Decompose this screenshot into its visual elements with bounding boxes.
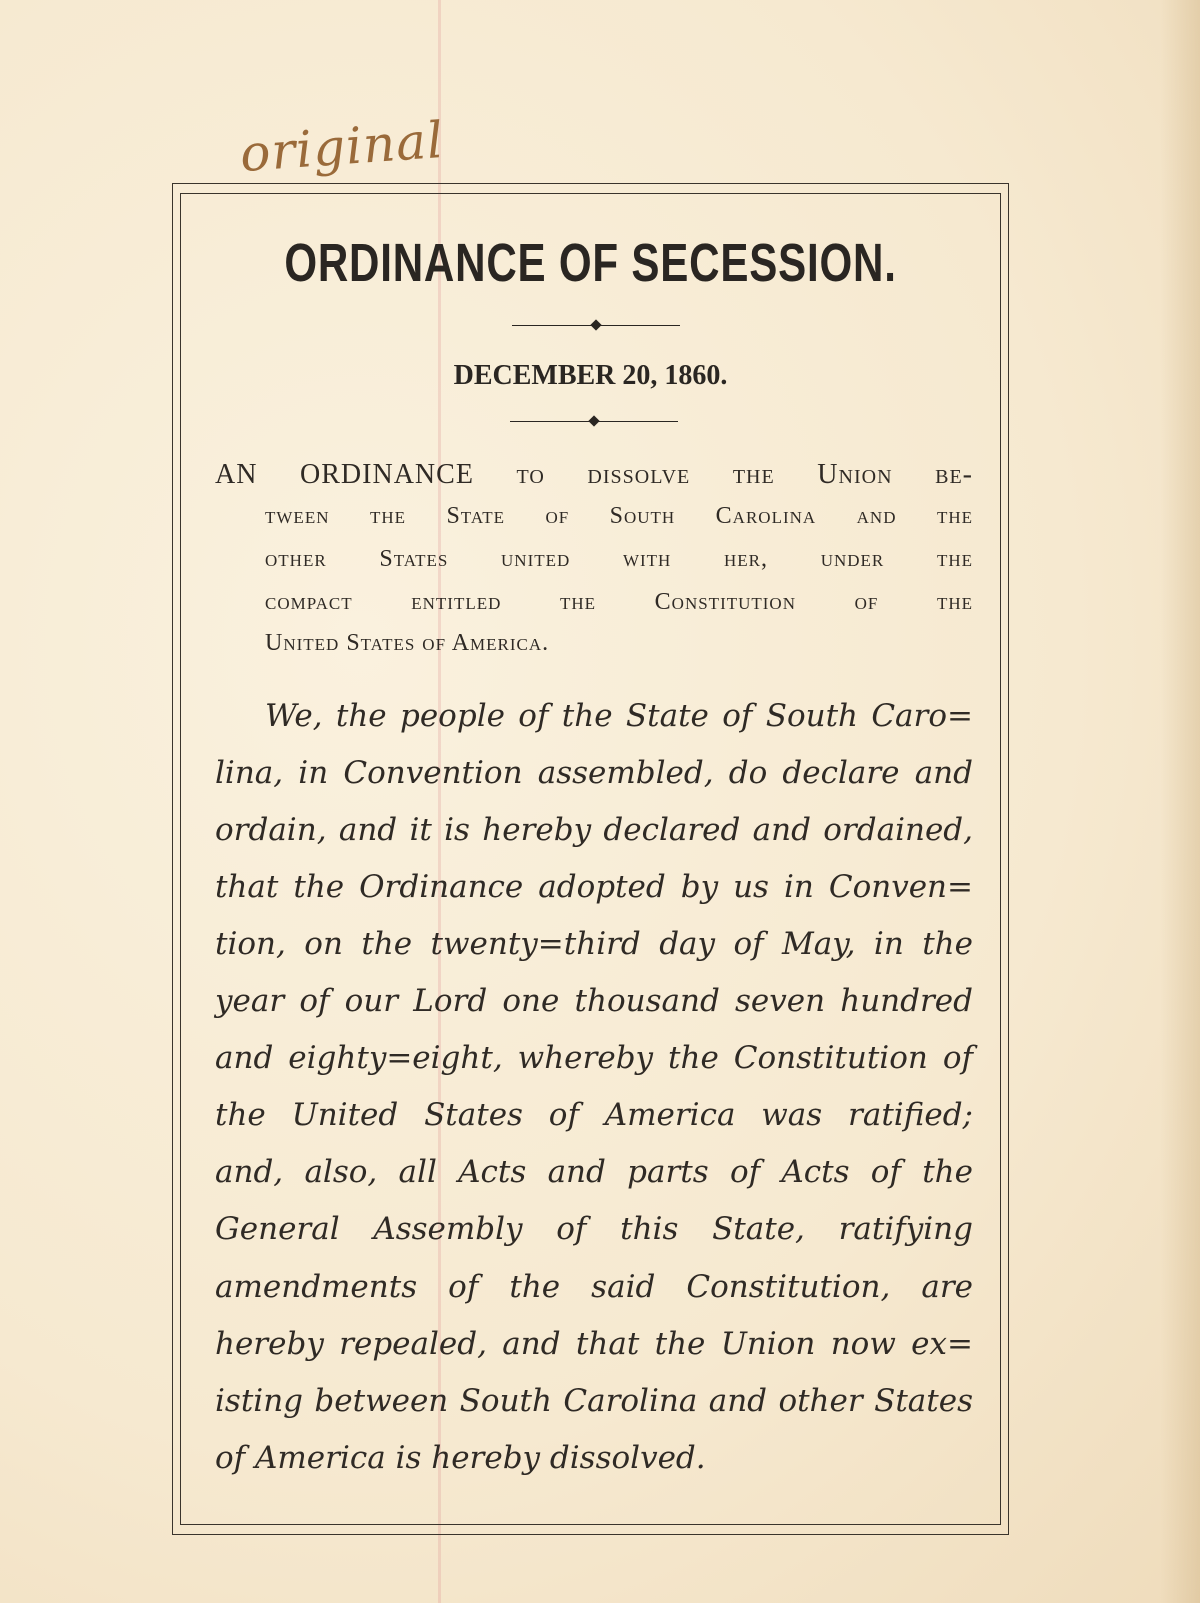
ornament-divider xyxy=(512,325,680,326)
ornament-divider xyxy=(510,421,678,422)
body-line: lina, in Convention assembled, do declare and xyxy=(215,755,973,791)
body-line: and, also, all Acts and parts of Acts of the xyxy=(215,1154,973,1190)
heading-line: United States of America. xyxy=(265,630,550,656)
body-line: the United States of America was ratified; xyxy=(215,1097,973,1133)
body-line: of America is hereby dissolved. xyxy=(215,1440,706,1476)
body-line: and eighty=eight, whereby the Constitution of xyxy=(215,1040,973,1076)
body-line: isting between South Carolina and other States xyxy=(215,1383,973,1419)
document-date: DECEMBER 20, 1860. xyxy=(453,360,728,391)
body-line: year of our Lord one thousand seven hundred xyxy=(215,983,973,1019)
heading-line: other States united with her, under the xyxy=(265,546,973,572)
body-line: We, the people of the State of South Caro= xyxy=(265,698,973,734)
heading-line: AN ORDINANCE to dissolve the Union be- xyxy=(215,459,973,490)
body-line: General Assembly of this State, ratifying xyxy=(215,1211,973,1247)
heading-line: tween the State of South Carolina and the xyxy=(265,503,973,529)
heading-line: compact entitled the Constitution of the xyxy=(265,589,973,615)
body-line: hereby repealed, and that the Union now ex= xyxy=(215,1326,973,1362)
handwritten-annotation: original xyxy=(238,110,446,184)
document-title: ORDINANCE OF SECESSION. xyxy=(284,233,897,293)
body-line: amendments of the said Constitution, are xyxy=(215,1269,973,1305)
body-line: that the Ordinance adopted by us in Conven= xyxy=(215,869,973,905)
body-line: ordain, and it is hereby declared and ordained, xyxy=(215,812,973,848)
body-line: tion, on the twenty=third day of May, in the xyxy=(215,926,973,962)
paper-edge xyxy=(1160,0,1200,1603)
